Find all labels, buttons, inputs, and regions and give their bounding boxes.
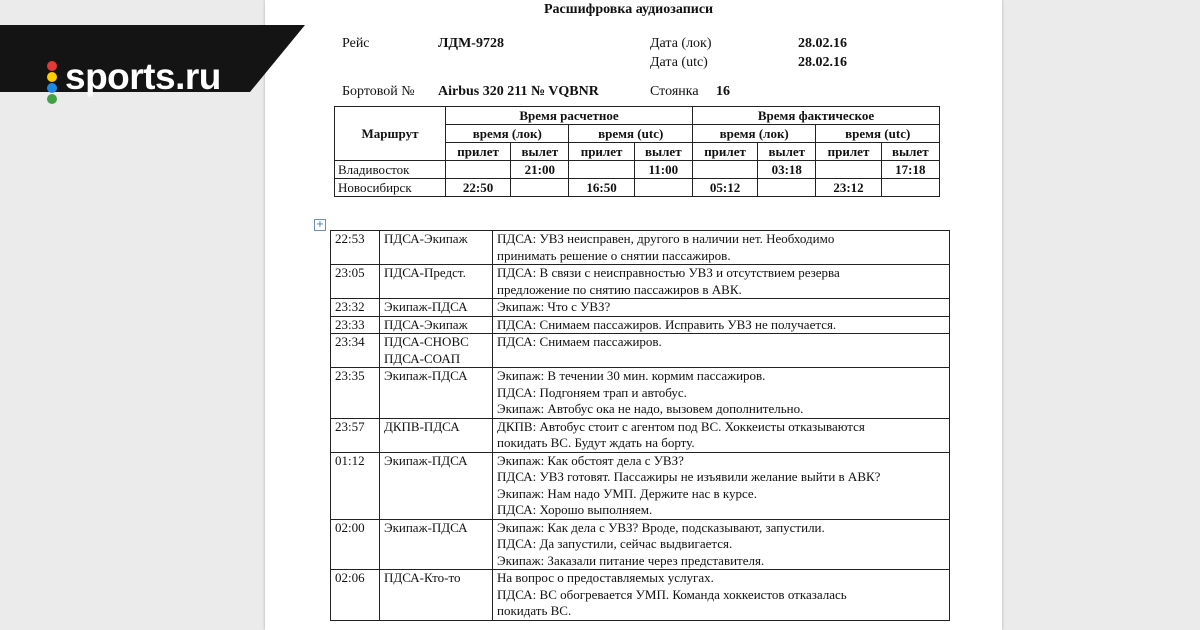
schedule-row (335, 179, 940, 197)
transcript-row (331, 265, 950, 299)
transcript-row (331, 334, 950, 368)
transcript-row (331, 231, 950, 265)
board-value: Airbus 320 211 № VQBNR (438, 84, 599, 99)
time-cell: 11:00 (634, 161, 692, 179)
time-cell: 03:18 (758, 161, 816, 179)
arrival-header: прилет (816, 143, 881, 161)
flight-number: ЛДМ-9728 (438, 36, 504, 51)
message-line: ПДСА: Да запустили, сейчас выдвигается. (497, 536, 733, 551)
actual-loc-header: время (лок) (692, 125, 815, 143)
planned-utc-header: время (utc) (569, 125, 692, 143)
stand-value: 16 (716, 84, 730, 99)
flight-label: Рейс (342, 36, 370, 51)
transcript-time: 23:05 (331, 265, 380, 299)
time-cell (881, 179, 939, 197)
sports-ru-logo (0, 25, 305, 97)
date-loc-label: Дата (лок) (650, 36, 712, 51)
departure-header: вылет (758, 143, 816, 161)
transcript-parties: Экипаж-ПДСА (380, 452, 493, 519)
message-line: покидать ВС. Будут ждать на борту. (497, 435, 695, 450)
departure-header: вылет (511, 143, 569, 161)
message-line: Экипаж: Как дела с УВЗ? Вроде, подсказывают, запустили. (497, 519, 825, 535)
transcript-message (493, 334, 950, 368)
transcript-parties: ПДСА-Кто-то (380, 570, 493, 621)
time-cell: 16:50 (569, 179, 634, 197)
message-line (497, 351, 945, 368)
time-cell: 17:18 (881, 161, 939, 179)
transcript-table (330, 230, 950, 621)
transcript-message (493, 316, 950, 334)
transcript-parties: ДКПВ-ПДСА (380, 418, 493, 452)
message-line: ПДСА: Хорошо выполняем. (497, 502, 653, 517)
actual-header: Время фактическое (692, 107, 939, 125)
transcript-parties: ПДСА-Экипаж (380, 231, 493, 265)
message-line: ПДСА: УВЗ готовят. Пассажиры не изъявили желание выйти в АВК? (497, 469, 881, 484)
transcript-row (331, 316, 950, 334)
message-line: ДКПВ: Автобус стоит с агентом под ВС. Хоккеисты отказываются (497, 418, 865, 434)
transcript-time: 23:34 (331, 334, 380, 368)
message-line: ПДСА: УВЗ неисправен, другого в наличии нет. Необходимо (497, 231, 835, 246)
board-label: Бортовой № (342, 84, 415, 99)
table-move-handle-icon[interactable]: + (315, 219, 325, 230)
document-title: Расшифровка аудиозаписи (544, 2, 714, 17)
message-line: Экипаж: Заказали питание через представителя. (497, 552, 765, 568)
transcript-message (493, 418, 950, 452)
time-cell (758, 179, 816, 197)
transcript-row (331, 299, 950, 317)
transcript-row (331, 418, 950, 452)
transcript-time: 02:06 (331, 570, 380, 621)
planned-header: Время расчетное (446, 107, 693, 125)
message-line: Экипаж: Как обстоят дела с УВЗ? (497, 452, 684, 468)
transcript-message (493, 299, 950, 317)
route-name: Владивосток (335, 161, 446, 179)
transcript-message (493, 519, 950, 570)
arrival-header: прилет (446, 143, 511, 161)
date-loc-value: 28.02.16 (798, 36, 847, 51)
logo-dots-icon (47, 61, 57, 105)
message-line: ПДСА: В связи с неисправностью УВЗ и отсутствием резерва (497, 265, 840, 280)
message-line: ПДСА: Снимаем пассажиров. Исправить УВЗ не получается. (497, 316, 837, 332)
time-cell: 22:50 (446, 179, 511, 197)
time-cell (511, 179, 569, 197)
schedule-row (335, 161, 940, 179)
transcript-message (493, 570, 950, 621)
logo-text: sports.ru (65, 56, 221, 97)
transcript-parties: ПДСА-СНОВС ПДСА-СОАП (380, 334, 493, 368)
date-utc-label: Дата (utc) (650, 55, 708, 70)
transcript-row (331, 570, 950, 621)
stand-label: Стоянка (650, 84, 699, 99)
time-cell (569, 161, 634, 179)
time-cell (446, 161, 511, 179)
message-line: принимать решение о снятии пассажиров. (497, 247, 731, 263)
message-line: Экипаж: Что с УВЗ? (497, 299, 611, 314)
time-cell (634, 179, 692, 197)
date-utc-value: 28.02.16 (798, 55, 847, 70)
transcript-row (331, 368, 950, 419)
message-line: ПДСА: Подгоняем трап и автобус. (497, 384, 687, 400)
message-line: ПДСА: Снимаем пассажиров. (497, 334, 662, 349)
transcript-time: 23:35 (331, 368, 380, 419)
transcript-row (331, 452, 950, 519)
transcript-message (493, 231, 950, 265)
transcript-parties: Экипаж-ПДСА (380, 519, 493, 570)
transcript-time: 02:00 (331, 519, 380, 570)
time-cell: 05:12 (692, 179, 757, 197)
message-line: Экипаж: В течении 30 мин. кормим пассажиров. (497, 368, 766, 383)
message-line: предложение по снятию пассажиров в АВК. (497, 281, 742, 297)
transcript-time: 01:12 (331, 452, 380, 519)
message-line: На вопрос о предоставляемых услугах. (497, 570, 714, 585)
route-header: Маршрут (335, 107, 446, 161)
transcript-message (493, 265, 950, 299)
transcript-message (493, 452, 950, 519)
transcript-time: 23:33 (331, 316, 380, 334)
planned-loc-header: время (лок) (446, 125, 569, 143)
message-line: Экипаж: Автобус ока не надо, вызовем дополнительно. (497, 401, 804, 416)
actual-utc-header: время (utc) (816, 125, 940, 143)
transcript-parties: ПДСА-Предст. (380, 265, 493, 299)
time-cell: 23:12 (816, 179, 881, 197)
arrival-header: прилет (692, 143, 757, 161)
transcript-message (493, 368, 950, 419)
time-cell: 21:00 (511, 161, 569, 179)
transcript-row (331, 519, 950, 570)
message-line: Экипаж: Нам надо УМП. Держите нас в курсе. (497, 485, 757, 501)
transcript-time: 23:57 (331, 418, 380, 452)
message-line: ПДСА: ВС обогревается УМП. Команда хоккеистов отказалась (497, 586, 847, 602)
time-cell (692, 161, 757, 179)
schedule-table (334, 106, 940, 197)
message-line: покидать ВС. (497, 603, 572, 618)
departure-header: вылет (881, 143, 939, 161)
transcript-time: 22:53 (331, 231, 380, 265)
departure-header: вылет (634, 143, 692, 161)
arrival-header: прилет (569, 143, 634, 161)
transcript-parties: Экипаж-ПДСА (380, 368, 493, 419)
route-name: Новосибирск (335, 179, 446, 197)
transcript-parties: Экипаж-ПДСА (380, 299, 493, 317)
time-cell (816, 161, 881, 179)
transcript-time: 23:32 (331, 299, 380, 317)
transcript-parties: ПДСА-Экипаж (380, 316, 493, 334)
background-right (1002, 0, 1200, 630)
